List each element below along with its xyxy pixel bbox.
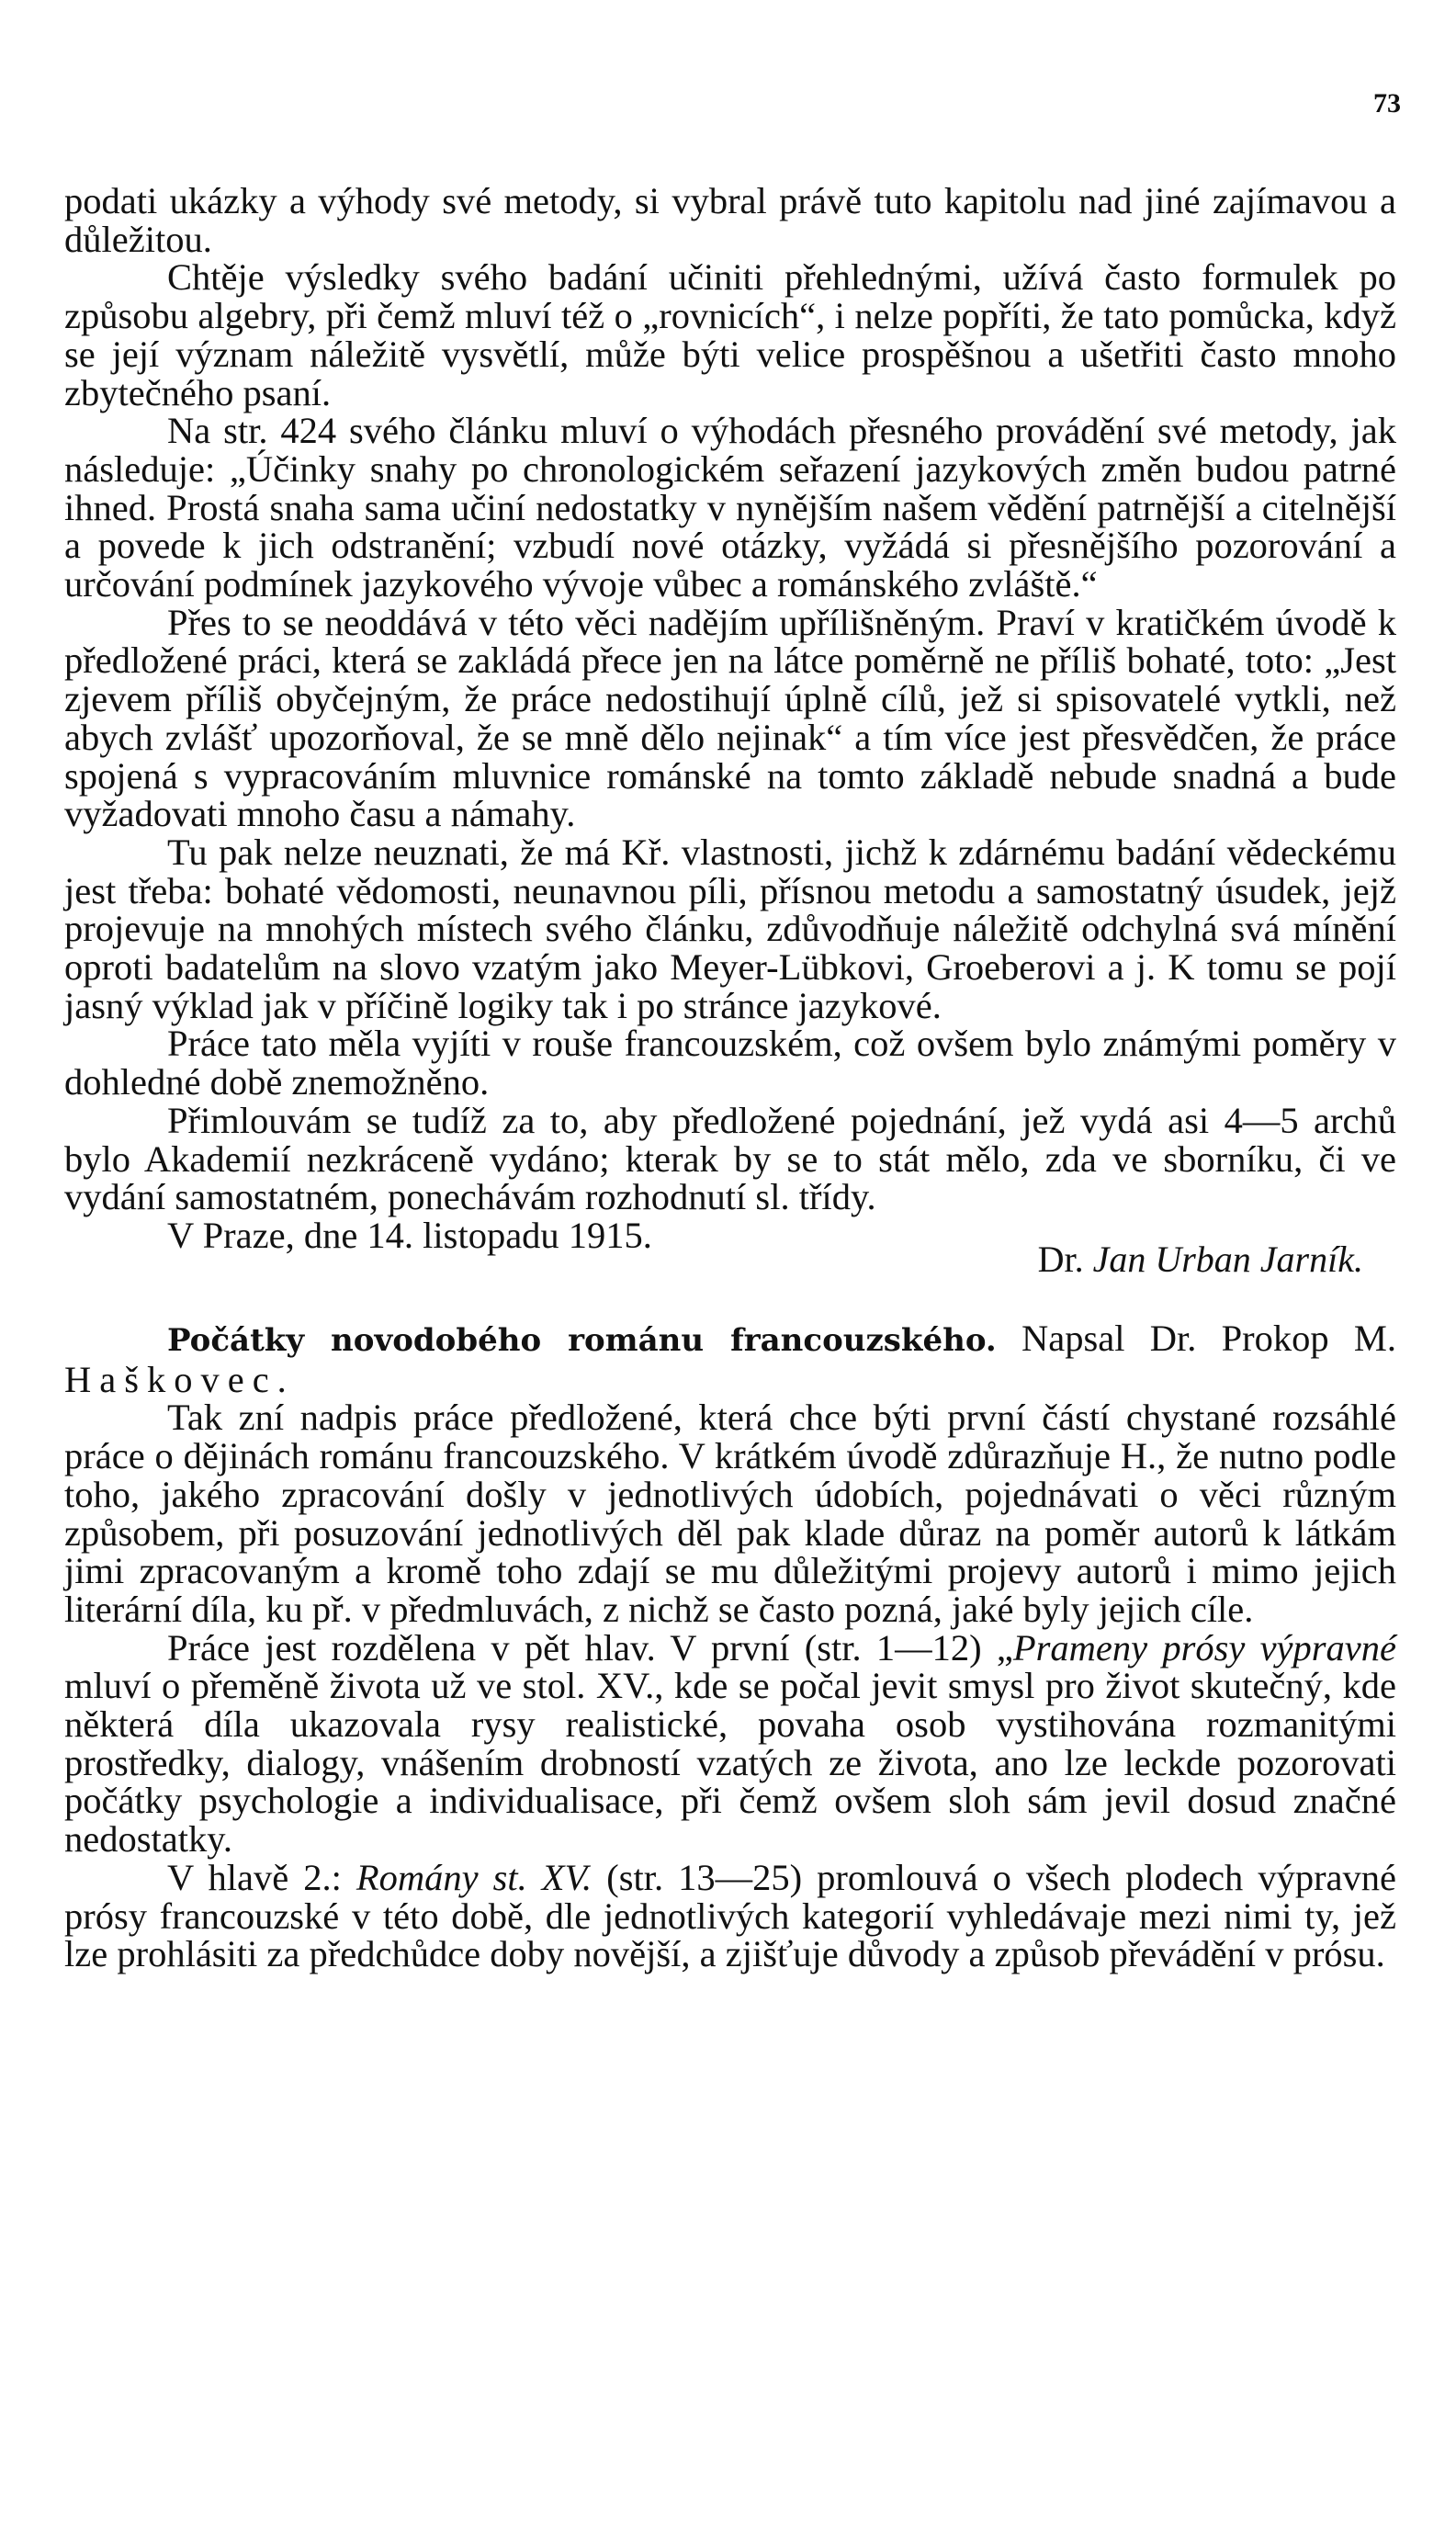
review-title: Počátky novodobého románu francouzského. (167, 1321, 997, 1359)
paragraph-expectations: Přes to se neoddává v této věci nadějím upřílišněným. Praví v kratičkém úvodě k předložené práci, která se zakládá přece jen na látce poměrně ne příliš bohaté, toto: „Jest zjevem příliš obyčejným, že práce nedostihují úplně cílů, jež si spisovatelé vytkli, než abych zvlášť upozorňoval, že se mně dělo nejinak“ a tím více jest přesvědčen, že práce spojená s vypracováním mluvnice románské na tomto základě nebude snadná a bude vyžadovati mnoho času a námahy. (64, 601, 1396, 835)
paragraph-review-intro: Tak zní nadpis práce předložené, která chce býti první částí chystané rozsáhlé práce o dějinách románu francouzského. V krátkém úvodě zdůrazňuje H., že nutno podle toho, jakého zpracování došly v jednotlivých údobích, pojednávati o věci různým způsobem, při posuzování jednotlivých děl pak klade důraz na poměr autorů k látkám jimi zpracovaným a kromě toho zdají se mu důležitými projevy autorů i mimo jejich literární díla, ku př. v předmluvách, z nichž se často pozná, jaké byly jejich cíle. (64, 1397, 1396, 1630)
date-line: V Praze, dne 14. listopadu 1915. (167, 1214, 652, 1256)
chapter1-title: Prameny prósy výpravné (1012, 1626, 1396, 1668)
paragraph-recommendation: Přimlouvám se tudíž za to, aby předložené pojednání, jež vydá asi 4—5 archů bylo Akademií nezkráceně vydáno; kterak by se to stát mělo, zda ve sborníku, či ve vydání samostatném, ponechávám rozhodnutí sl. třídy. (64, 1099, 1396, 1218)
paragraph-french-edition: Práce tato měla vyjíti v rouše francouzském, což ovšem bylo známými poměry v dohledné době znemožněno. (64, 1023, 1396, 1103)
review-author: Haškovec. (64, 1358, 295, 1400)
section-divider-space (64, 1283, 1396, 1319)
review-heading-rest: Napsal Dr. Prokop M. (1021, 1317, 1396, 1359)
paragraph-review-chapter2: V hlavě 2.: Romány st. XV. (str. 13—25) promlouvá o všech plodech výpravné prósy francouzské v této době, dle jednotlivých kategorií vyhledávaje mezi nimi ty, jež lze prohlásiti za předchůdce doby novější, a zjišťuje důvody a způsob převádění v prósu. (64, 1856, 1397, 1975)
paragraph-qualities: Tu pak nelze neuznati, že má Kř. vlastnosti, jichž k zdárnému badání vědeckému jest třeba: bohaté vědomosti, neunavnou píli, přísnou metodu a samostatný úsudek, jejž projevuje na mnohých místech svého článku, zdůvodňuje náležitě odchylná svá mínění oproti badatelům na slovo vzatým jako Meyer-Lübkovi, Groeberovi a j. K tomu se pojí jasný výklad jak v příčině logiky tak i po stránce jazykové. (64, 831, 1396, 1026)
paragraph-continuation: podati ukázky a výhody své metody, si vybral právě tuto kapitolu nad jiné zajímavou a důležitou. (64, 180, 1396, 260)
signature-name: Jan Urban Jarník. (1092, 1238, 1363, 1280)
chapter2-title: Romány st. XV. (356, 1856, 593, 1898)
review-heading (64, 1319, 1396, 1398)
signature (1038, 1240, 1363, 1279)
body-text (64, 182, 1396, 1974)
paragraph-method-quote: Na str. 424 svého článku mluví o výhodách přesného provádění své metody, jak následuje: „Účinky snahy po chronologickém seřazení jazykových změn budou patrné ihned. Prostá snaha sama učiní nedostatky v nynějším našem vědění patrnější a citelnější a povede k jich odstranění; vzbudí nové otázky, vyžádá si přesnějšího pozorování a určování podmínek jazykového vývoje vůbec a románského zvláště.“ (64, 410, 1396, 605)
date-signature-row (64, 1216, 1396, 1283)
signature-prefix: Dr. (1037, 1238, 1084, 1280)
page-number: 73 (1373, 88, 1401, 119)
paragraph-formulas: Chtěje výsledky svého badání učiniti přehlednými, užívá často formulek po způsobu algebry, při čemž mluví též o „rovnicích“, i nelze popříti, že tato pomůcka, když se její význam náležitě vysvětlí, může býti velice prospěšnou a ušetřiti často mnoho zbytečného psaní. (64, 256, 1396, 413)
paragraph-review-chapter1: Práce jest rozdělena v pět hlav. V první (str. 1—12) „Prameny prósy výpravné mluví o přeměně života už ve stol. XV., kde se počal jevit smysl pro život skutečný, kde některá díla ukazovala rysy realistické, povaha osob vystihována rozmanitými prostředky, dialogy, vnášením drobností vzatých ze života, ano lze leckde pozorovati počátky psychologie a individualisace, při čemž ovšem sloh sám jevil dosud značné nedostatky. (64, 1626, 1396, 1861)
